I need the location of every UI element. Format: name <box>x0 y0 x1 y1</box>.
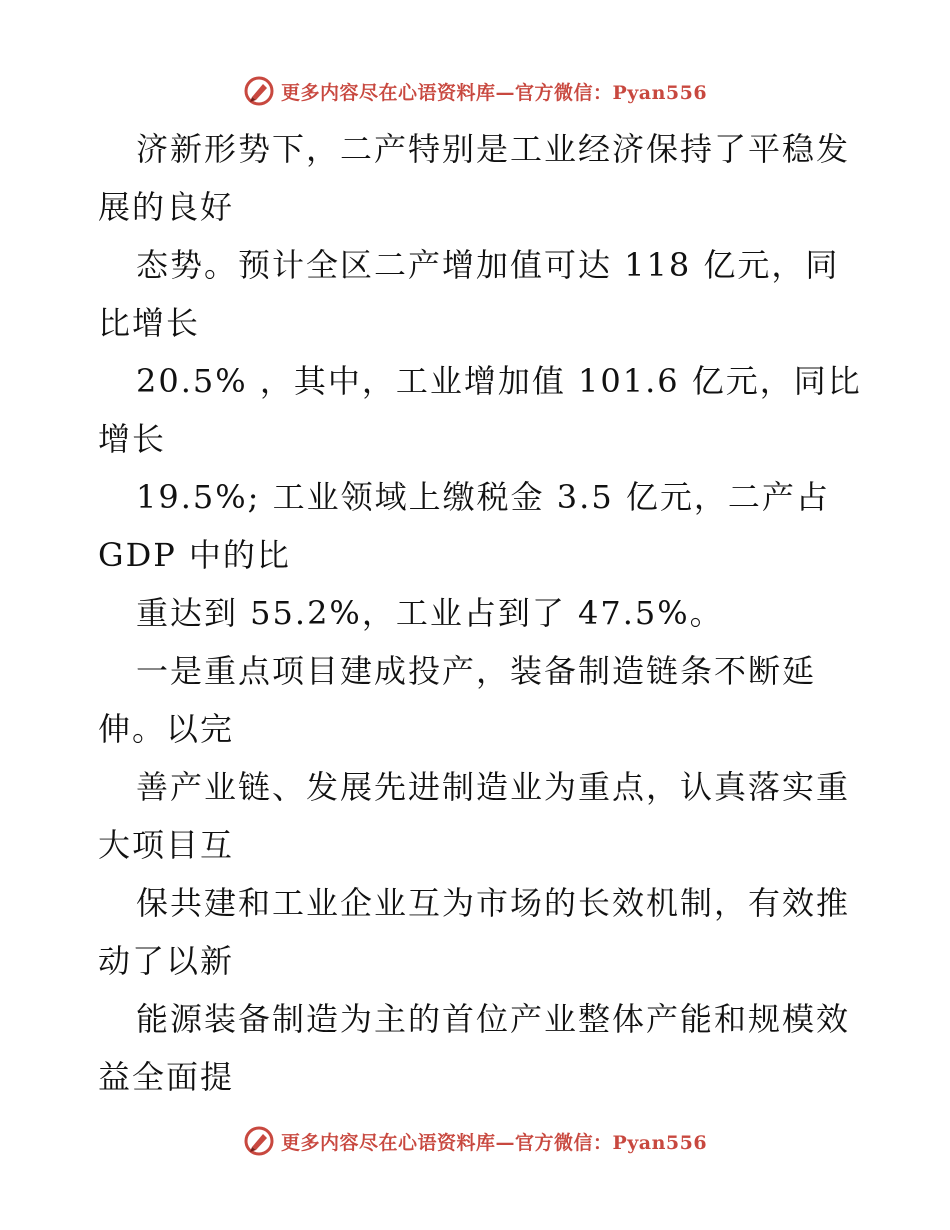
pen-logo-icon <box>243 1125 275 1157</box>
text-line: 增长 <box>98 420 167 458</box>
header-banner-text: 更多内容尽在心语资料库—官方微信：Pyan556 <box>280 81 708 104</box>
text-line: GDP 中的比 <box>98 536 291 574</box>
text-line: 保共建和工业企业互为市场的长效机制，有效推 <box>136 884 851 922</box>
text-line: 动了以新 <box>98 942 235 980</box>
text-line: 20.5% ，其中，工业增加值 101.6 亿元，同比 <box>136 362 862 400</box>
pen-logo-icon <box>243 75 275 107</box>
text-line: 19.5%; 工业领域上缴税金 3.5 亿元，二产占 <box>136 478 830 516</box>
header-banner <box>0 74 950 108</box>
text-line: 一是重点项目建成投产，装备制造链条不断延 <box>136 652 817 690</box>
text-line: 比增长 <box>98 304 201 342</box>
text-line: 伸。以完 <box>98 710 235 748</box>
text-line: 益全面提 <box>98 1058 235 1096</box>
text-line: 重达到 55.2%，工业占到了 47.5%。 <box>136 594 724 632</box>
footer-banner <box>0 1124 950 1158</box>
text-line: 济新形势下，二产特别是工业经济保持了平稳发 <box>136 130 851 168</box>
text-line: 大项目互 <box>98 826 235 864</box>
text-line: 态势。预计全区二产增加值可达 118 亿元，同 <box>136 246 840 284</box>
text-line: 展的良好 <box>98 188 235 226</box>
footer-banner-text: 更多内容尽在心语资料库—官方微信：Pyan556 <box>280 1131 708 1154</box>
text-line: 善产业链、发展先进制造业为重点，认真落实重 <box>136 768 851 806</box>
body-text <box>98 120 862 1106</box>
header-banner-inner <box>243 75 707 107</box>
footer-banner-inner <box>243 1125 707 1157</box>
text-line: 能源装备制造为主的首位产业整体产能和规模效 <box>136 1000 851 1038</box>
